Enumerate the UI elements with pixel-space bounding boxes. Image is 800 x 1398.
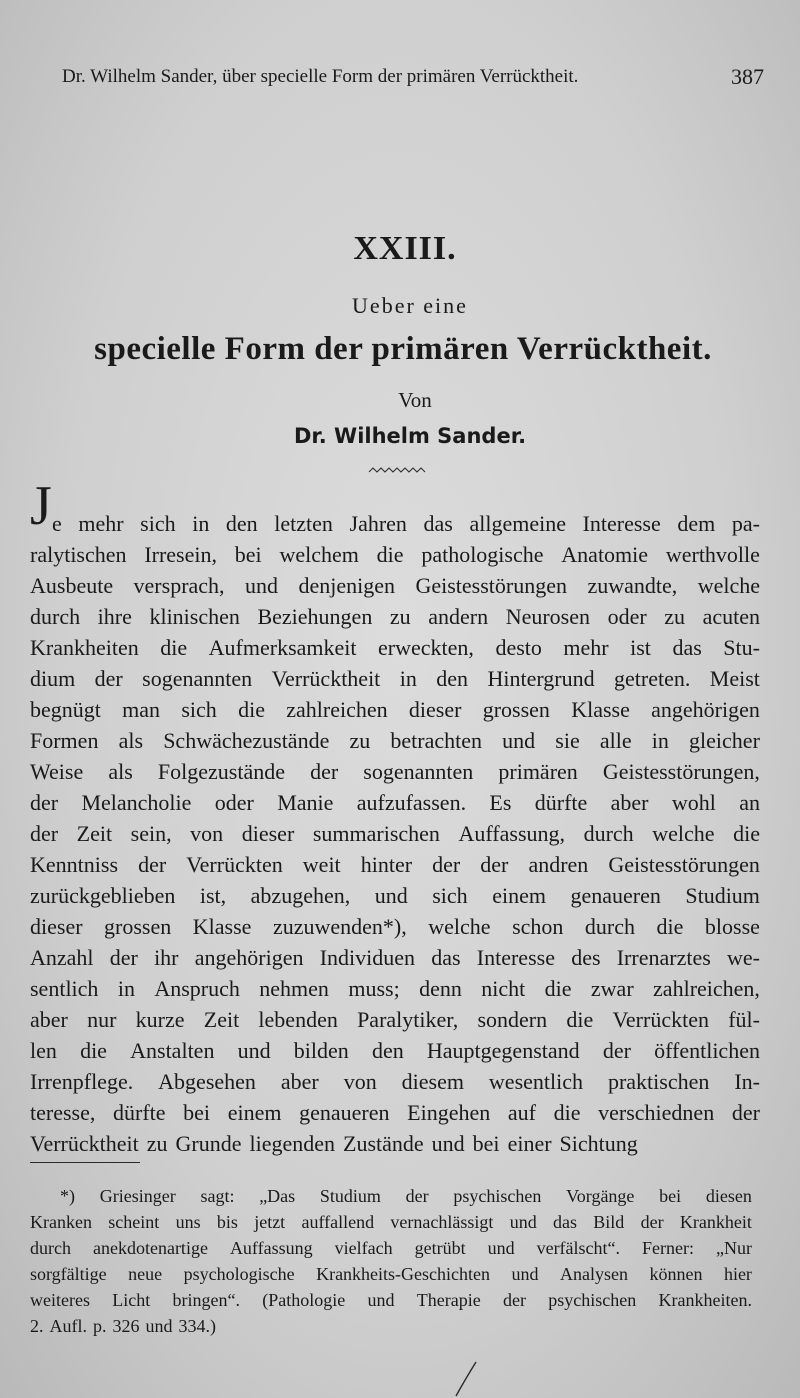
footnote-rule xyxy=(30,1162,140,1163)
body-line: Irrenpflege. Abgesehen aber von diesem wesentlich praktischen In- xyxy=(30,1069,760,1094)
footnote-line: Kranken scheint uns bis jetzt auffallend vernachlässigt und das Bild der Krankheit xyxy=(30,1212,752,1232)
author-name: Dr. Wilhelm Sander. xyxy=(293,424,527,448)
body-line: der Melancholie oder Manie aufzufassen. Es dürfte aber wohl an xyxy=(30,790,760,815)
body-line: dium der sogenannten Verrücktheit in den Hintergrund getreten. Meist xyxy=(30,666,760,691)
footnote-line: 2. Aufl. p. 326 und 334.) xyxy=(30,1316,216,1336)
body-line: begnügt man sich die zahlreichen dieser grossen Klasse angehörigen xyxy=(30,697,760,722)
body-line: Kenntniss der Verrückten weit hinter der der andren Geistesstörungen xyxy=(30,852,760,877)
body-line: durch ihre klinischen Beziehungen zu andern Neurosen oder zu acuten xyxy=(30,604,760,629)
running-head xyxy=(62,64,766,94)
body-line: Ausbeute versprach, und denjenigen Geistesstörungen zuwandte, welche xyxy=(30,573,760,598)
running-title: Dr. Wilhelm Sander, über specielle Form der primären Verrücktheit. xyxy=(62,66,579,87)
footnote-line: durch anekdotenartige Auffassung vielfach getrübt und verfälscht“. Ferner: „Nur xyxy=(30,1238,752,1258)
body-line: Formen als Schwächezustände zu betrachten und sie alle in gleicher xyxy=(30,728,760,753)
body-line: teresse, dürfte bei einem genaueren Eingehen auf die verschiednen der xyxy=(30,1100,760,1125)
title-ornament xyxy=(368,466,426,476)
body-text xyxy=(30,508,760,1159)
footnote-line: weiteres Licht bringen“. (Pathologie und Therapie der psychischen Krankheiten. xyxy=(30,1290,752,1310)
article-title: specielle Form der primären Verrücktheit. xyxy=(94,331,712,367)
body-line: sentlich in Anspruch nehmen muss; denn nicht die zwar zahlreichen, xyxy=(30,976,760,1001)
body-line: Anzahl der ihr angehörigen Individuen das Interesse des Irrenarztes we- xyxy=(30,945,760,970)
body-line: der Zeit sein, von dieser summarischen Auffassung, durch welche die xyxy=(30,821,760,846)
body-line: ralytischen Irresein, bei welchem die pathologische Anatomie werthvolle xyxy=(30,542,760,567)
drop-cap: J xyxy=(30,475,52,537)
chapter-number: XXIII. xyxy=(353,230,457,267)
body-line: Krankheiten die Aufmerksamkeit erweckten, desto mehr ist das Stu- xyxy=(30,635,760,660)
byline: Von xyxy=(398,388,432,412)
title-intro: Ueber eine xyxy=(352,293,468,318)
footnote-line: sorgfältige neue psychologische Krankheits-Geschichten und Analysen können hier xyxy=(30,1264,752,1284)
body-line: len die Anstalten und bilden den Hauptgegenstand der öffentlichen xyxy=(30,1038,760,1063)
body-line: Weise als Folgezustände der sogenannten primären Geistesstörungen, xyxy=(30,759,760,784)
footnote xyxy=(30,1183,752,1339)
body-line: dieser grossen Klasse zuzuwenden*), welche schon durch die blosse xyxy=(30,914,760,939)
footnote-line: *) Griesinger sagt: „Das Studium der psychischen Vorgänge bei diesen xyxy=(60,1186,752,1206)
body-line: e mehr sich in den letzten Jahren das allgemeine Interesse dem pa- xyxy=(52,511,760,536)
page-number: 387 xyxy=(731,64,764,89)
pencil-mark xyxy=(452,1360,482,1398)
body-line: Verrücktheit zu Grunde liegenden Zustände und bei einer Sichtung xyxy=(30,1131,638,1156)
body-line: zurückgeblieben ist, abzugehen, und sich einem genaueren Studium xyxy=(30,883,760,908)
body-line: aber nur kurze Zeit lebenden Paralytiker, sondern die Verrückten fül- xyxy=(30,1007,760,1032)
